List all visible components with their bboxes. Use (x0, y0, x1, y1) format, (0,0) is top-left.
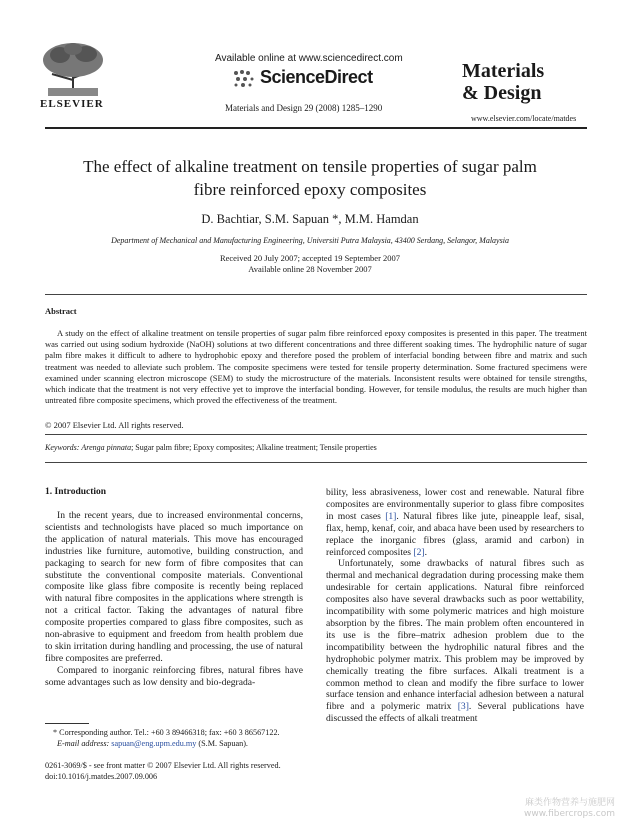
abstract-text: A study on the effect of alkaline treatment on tensile properties of sugar palm fibre reinforced epoxy composites is presented in this paper. The treatment was carried out using sodium hydroxide (NaOH) solutions at two different concentrations and three different soaking times. The hydrophilic nature of sugar palm fibre makes it difficult to adhere to hydrophobic epoxy and therefore posed the problem of interfacial bonding between fibre and matrix and such treatment was needed to alleviate such problem. The composite specimens were tested for tensile property determination. Some fractured specimens were examined under scanning electron microscope (SEM) to study the microstructure of the materials. Inconsistent results were obtained for tensile strengths, which indicate that the treatment is not very effective yet to improve the interfacial bonding. However, for tensile modulus, the results are much higher than untreated fibre composite specimens, which proved the effectiveness of the treatment. (45, 328, 587, 406)
issn-doi-block (45, 760, 281, 782)
article-title (0, 155, 620, 201)
affiliation: Department of Mechanical and Manufacturing Engineering, Universiti Putra Malaysia, 43400 Serdang, Selangor, Malaysia (111, 236, 509, 245)
journal-name (462, 60, 602, 104)
authors: D. Bachtiar, S.M. Sapuan *, M.M. Hamdan (201, 212, 419, 226)
intro-paragraph-3 (326, 487, 584, 558)
received-date: Received 20 July 2007; accepted 19 September 2007 (219, 253, 401, 263)
citation-ref-2[interactable]: [2] (413, 546, 425, 558)
intro-paragraph-2: Compared to inorganic reinforcing fibres, natural fibres have some advantages such as low density and bio-degrada- (45, 664, 303, 688)
email-suffix: (S.M. Sapuan). (196, 739, 248, 748)
watermark (495, 798, 615, 820)
footnote-star: * (53, 728, 58, 737)
article-dates (0, 253, 620, 275)
journal-citation: Materials and Design 29 (2008) 1285–1290 (225, 103, 383, 113)
keywords (45, 443, 585, 452)
header-divider (45, 127, 587, 129)
abstract-copyright: © 2007 Elsevier Ltd. All rights reserved. (45, 420, 184, 430)
keywords-label: Keywords: (45, 443, 80, 452)
para3-text-b: . Natural fibres like jute, pineapple leaf, sisal, flax, hemp, kenaf, coir, and abaca have been used by researchers to replace the inorganic fibres (glass, aramid and carbon) in reinforced composites (326, 510, 584, 558)
corresponding-footnote (45, 727, 315, 749)
sciencedirect-dots-icon (232, 69, 256, 94)
journal-name-line2: & Design (462, 82, 542, 104)
para4-text-b: . Several publications have discussed the effects of alkali treatment (326, 701, 584, 725)
footnote-rule (45, 723, 89, 724)
watermark-line-1: 麻类作物营养与施肥网 (524, 798, 615, 808)
abstract-mid-rule (45, 434, 587, 435)
para3-text-a: bility, less abrasiveness, lower cost and renewable. Natural fibre composites are environmentally superior to glass fibre composites in most cases (326, 487, 584, 522)
keywords-list: ; Sugar palm fibre; Epoxy composites; Alkaline treatment; Tensile properties (131, 443, 377, 452)
available-date: Available online 28 November 2007 (248, 264, 372, 274)
citation-ref-1[interactable]: [1] (385, 510, 397, 522)
email-link[interactable]: sapuan@eng.upm.edu.my (111, 739, 197, 748)
corresponding-text: Corresponding author. Tel.: +60 3 89466318; fax: +60 3 86567122. (59, 728, 280, 737)
email-line (45, 738, 315, 749)
publisher-name: ELSEVIER (40, 98, 104, 110)
email-label: E-mail address: (57, 739, 110, 748)
sciencedirect-brand: ScienceDirect (260, 67, 373, 87)
keyword-arenga: Arenga pinnata (81, 443, 132, 452)
citation-ref-3[interactable]: [3] (457, 701, 469, 713)
doi-line: doi:10.1016/j.matdes.2007.09.006 (45, 772, 158, 781)
section-heading-introduction: 1. Introduction (45, 487, 107, 497)
available-online-text: Available online at www.sciencedirect.com (215, 53, 403, 64)
journal-url[interactable]: www.elsevier.com/locate/matdes (471, 114, 577, 123)
intro-paragraph-1: In the recent years, due to increased environmental concerns, scientists and technologists have placed so much importance on the application of natural materials. This move has encouraged industries like furniture, automotive, building construction, and packaging to search for new form of fibre composites that can substitute the conventional composite materials. Conventional composite like glass fibre composite is recently being replaced with natural fibre composites in the applications where strength is not a critical factor. Taking the advantages of natural fibre composite properties compared to glass fibre composites, such as non-abrasive to equipment and freedom from health problem due to skin irritation during handling and processing, the use of natural fibre composites are preferred. (45, 510, 303, 664)
issn-line: 0261-3069/$ - see front matter © 2007 Elsevier Ltd. All rights reserved. (45, 761, 281, 770)
right-column (326, 487, 584, 725)
abstract-top-rule (45, 294, 587, 295)
para3-text-c: . (424, 546, 427, 558)
watermark-line-2: www.fibercrops.com (524, 809, 615, 819)
para4-text-a: Unfortunately, some drawbacks of natural fibres such as thermal and mechanical degradation during processing make them undesirable for certain applications. Natural fibre reinforced composites also have several drawbacks such as poor wettability, incompatibility with some polymeric matrices and high moisture absorption by the fibres. The main problem often encountered in its use is the fibre–matrix adhesion problem due to the incompatibility between the hydrophilic natural fibres and the hydrophobic polymer matrix. This problem may be improved by chemically treating the fibre surfaces. Alkali treatment is a common method to clean and modify the fibre surface to lower surface tension and enhance interfacial adhesion between a natural fibre and a polymeric matrix (326, 558, 584, 713)
corresponding-line (45, 727, 315, 738)
title-line-2: fibre reinforced epoxy composites (193, 180, 427, 199)
abstract-bottom-rule (45, 462, 587, 463)
journal-name-line1: Materials (462, 60, 545, 82)
title-line-1: The effect of alkaline treatment on tensile properties of sugar palm (83, 157, 537, 176)
abstract-heading: Abstract (45, 306, 77, 316)
abstract-body (45, 328, 587, 406)
left-column (45, 510, 303, 689)
intro-paragraph-4 (326, 558, 584, 725)
